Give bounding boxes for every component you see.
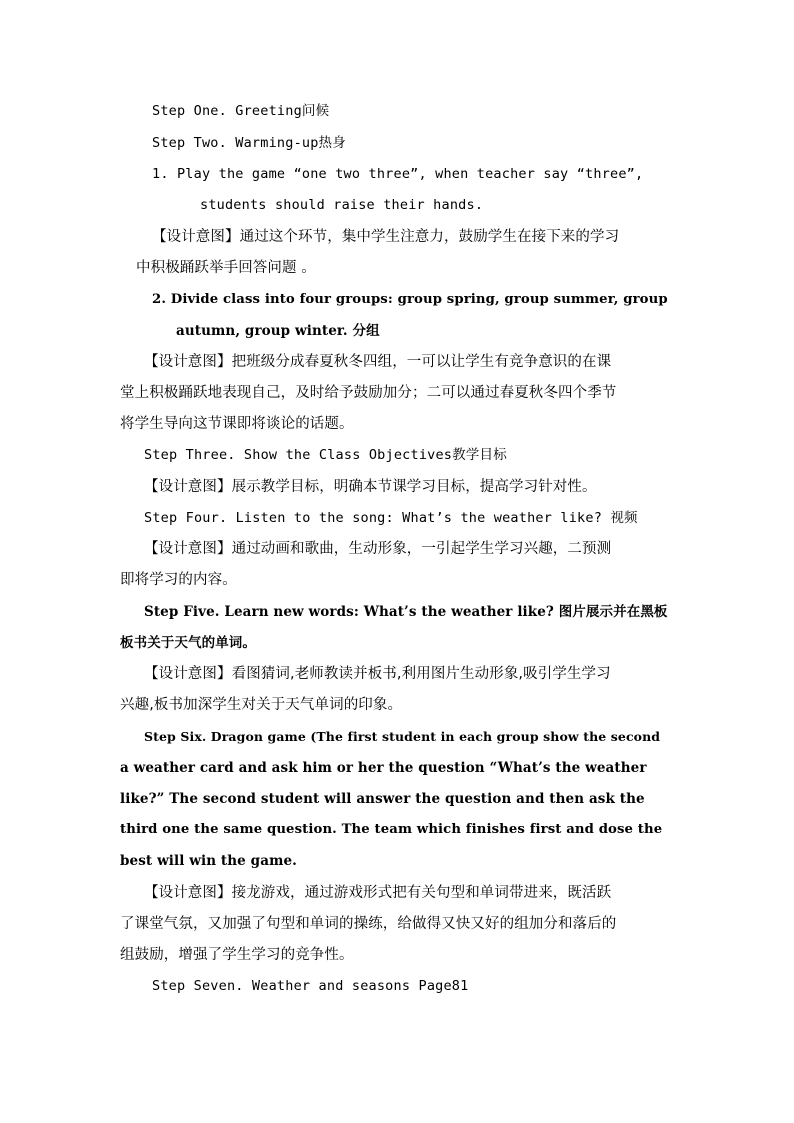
design-intent-2-line-1: 【设计意图】把班级分成春夏秋冬四组，一可以让学生有竞争意识的在课 bbox=[144, 354, 612, 370]
design-intent-4-line-1: 【设计意图】通过动画和歌曲，生动形象，一引起学生学习兴趣，二预测 bbox=[144, 541, 612, 557]
step-five-line-2: 板书关于天气的单词。 bbox=[120, 635, 256, 651]
step-two-heading: Step Two. Warming-up热身 bbox=[152, 135, 346, 151]
design-intent-1-line-2: 中积极踊跃举手回答问题 。 bbox=[136, 260, 316, 276]
design-intent-6-line-3: 组鼓励，增强了学生学习的竞争性。 bbox=[120, 947, 354, 963]
design-intent-2-line-2: 堂上积极踊跃地表现自己，及时给予鼓励加分；二可以通过春夏秋冬四个季节 bbox=[120, 385, 617, 401]
design-intent-3-line-1: 【设计意图】展示教学目标，明确本节课学习目标，提高学习针对性。 bbox=[144, 479, 597, 495]
design-intent-6-line-1: 【设计意图】接龙游戏，通过游戏形式把有关句型和单词带进来，既活跃 bbox=[144, 885, 612, 901]
step-three-heading: Step Three. Show the Class Objectives教学目标 bbox=[144, 447, 507, 463]
list-item-1-line-2: students should raise their hands. bbox=[200, 197, 484, 213]
step-six-line-5: best will win the game. bbox=[120, 853, 297, 869]
step-one-heading: Step One. Greeting问候 bbox=[152, 103, 330, 119]
design-intent-5-line-1: 【设计意图】看图猜词,老师教读并板书,利用图片生动形象,吸引学生学习 bbox=[144, 666, 611, 682]
step-seven-heading: Step Seven. Weather and seasons Page81 bbox=[152, 978, 469, 994]
step-six-line-1: Step Six. Dragon game (The first student in each group show the second bbox=[144, 729, 661, 744]
step-five-line-1: Step Five. Learn new words: What’s the weather like? 图片展示并在黑板 bbox=[144, 604, 668, 620]
design-intent-2-line-3: 将学生导向这节课即将谈论的话题。 bbox=[120, 416, 354, 432]
list-item-1-line-1: 1. Play the game “one two three”, when teacher say “three”, bbox=[152, 166, 644, 182]
design-intent-1-line-1: 【设计意图】通过这个环节，集中学生注意力，鼓励学生在接下来的学习 bbox=[152, 229, 620, 245]
step-six-line-2: a weather card and ask him or her the question “What’s the weather bbox=[120, 760, 647, 776]
step-four-heading: Step Four. Listen to the song: What’s the weather like? 视频 bbox=[144, 510, 638, 526]
list-item-2-line-2: autumn, group winter. 分组 bbox=[176, 323, 380, 339]
design-intent-4-line-2: 即将学习的内容。 bbox=[120, 572, 237, 588]
step-six-line-3: like?” The second student will answer the question and then ask the bbox=[120, 791, 645, 807]
list-item-2-line-1: 2. Divide class into four groups: group spring, group summer, group bbox=[152, 292, 668, 307]
design-intent-6-line-2: 了课堂气氛，又加强了句型和单词的操练，给做得又快又好的组加分和落后的 bbox=[120, 916, 617, 932]
design-intent-5-line-2: 兴趣,板书加深学生对关于天气单词的印象。 bbox=[120, 697, 403, 713]
step-six-line-4: third one the same question. The team which finishes first and dose the bbox=[120, 822, 663, 837]
